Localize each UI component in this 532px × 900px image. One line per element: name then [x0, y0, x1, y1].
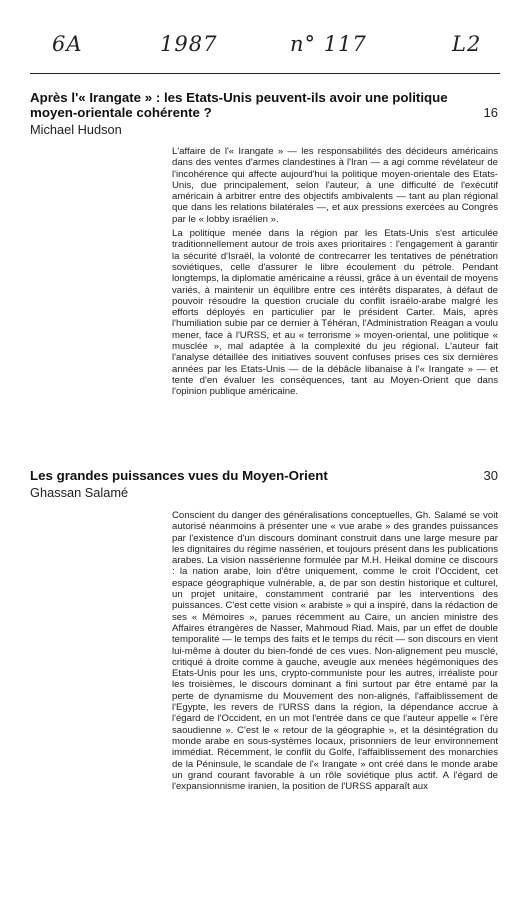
abstract-paragraph: La politique menée dans la région par les Etats-Unis s'est articulée traditionnellement autour de trois axes prioritaires : l'engagement à garantir la sécurité d'Israël, la volonté de contrecarrer les tentatives de pénétration soviétiques, celle d'assurer le libre écoulement du pétrole. Pendant longtemps, la diplomatie américaine a réussi, grâce à un éventail de moyens variés, à maintenir un équilibre entre ces intérêts disparates, à défaut de pouvoir résoudre la question cruciale du conflit israélo-arabe malgré les efforts déployés en particulier par le président Carter. Mais, après l'humiliation subie par ce dernier à Téhéran, l'Administration Reagan a voulu mener, face à l'URSS, et au « terrorisme » moyen-oriental, une politique « musclée », mal adaptée à la complexité du jeu régional. L'auteur fait l'analyse détaillée des initiatives souvent confuses prises ces six dernières années par les Etats-Unis — de la débâcle libanaise à l'« Irangate » — et tente d'en évaluer les conséquences, tant au Moyen-Orient que dans l'opinion publique américaine.: [172, 228, 498, 398]
handwritten-note-right: L2: [452, 32, 482, 56]
article-author: Ghassan Salamé: [30, 485, 129, 500]
article-author: Michael Hudson: [30, 122, 122, 137]
article-abstract: [172, 510, 498, 795]
header-rule: [30, 73, 500, 74]
article-page-number: 30: [483, 468, 498, 483]
article-abstract: [172, 146, 498, 401]
abstract-paragraph: Conscient du danger des généralisations conceptuelles, Gh. Salamé se voit autorisé néanmoins à présenter une « vue arabe » des grandes puissances par l'existence d'un discours dominant construit dans une large mesure par les dignitaires du régime nassérien, et toujours présent dans les publications arabes. La vision nassérienne formulée par M.H. Heikal domine ce discours : la nation arabe, loin d'être uniquement, comme le croit l'Occident, cet espace géographique vulnérable, a, de par son destin historique et culturel, un projet unitaire, constamment contrarié par les interventions des puissances. C'est cette vision « arabiste » qui a inspiré, dans la rédaction de ses « Mémoires », parues récemment au Caire, un ancien ministre des Affaires étrangères de Nasser, Mahmoud Riad. Mais, par un effet de double temporalité — le temps des faits et le temps du récit — son discours en vient lui-même à douter du bien-fondé de ces vues. Non-alignement peu musclé, critiqué à droite comme à gauche, aveugle aux menées hégémoniques des Etats-Unis pour les uns, crypto-communiste pour les autres, irréaliste pour les troisièmes, le discours dominant a fini surtout par être entamé par la perte de dynamisme du Mouvement des non-alignés, l'affaiblissement de l'Egypte, les revers de l'URSS dans la région, la dépendance accrue à l'égard de l'Occident, en un mot l'entrée dans ce que l'auteur appelle « l'ère saoudienne ». C'est le « retour de la géographie », et la désintégration du monde arabe en sous-systèmes locaux, prisonniers de leur environnement immédiat. Récemment, le conflit du Golfe, l'affaiblissement des monarchies de la Péninsule, le scandale de l'« Irangate » ont créé dans le monde arabe un grand courant favorable à un rôle soviétique plus actif. A l'égard de l'expansionnisme iranien, la position de l'URSS apparaît aux: [172, 510, 498, 793]
handwritten-note-left: 6A: [52, 32, 83, 56]
article-page-number: 16: [483, 105, 498, 120]
article-title: Les grandes puissances vues du Moyen-Orient: [30, 468, 328, 483]
handwritten-note-year: 1987: [160, 32, 218, 56]
abstract-paragraph: L'affaire de l'« Irangate » — les responsabilités des décideurs américains dans des ventes d'armes clandestines à l'Iran — a agi comme révélateur de l'incohérence qui affecte aujourd'hui la politique moyen-orientale des Etats-Unis, due principalement, selon l'auteur, à une difficulté de l'exécutif américain à arbitrer entre des objectifs ambivalents — tant au plan régional que dans les relations bilatérales —, et aux pressions exercées au Congrès par le « lobby israélien ».: [172, 146, 498, 225]
handwritten-note-number: n° 117: [290, 32, 367, 56]
article-title: Après l'« Irangate » : les Etats-Unis peuvent-ils avoir une politique moyen-orientale cohérente ?: [30, 90, 448, 120]
